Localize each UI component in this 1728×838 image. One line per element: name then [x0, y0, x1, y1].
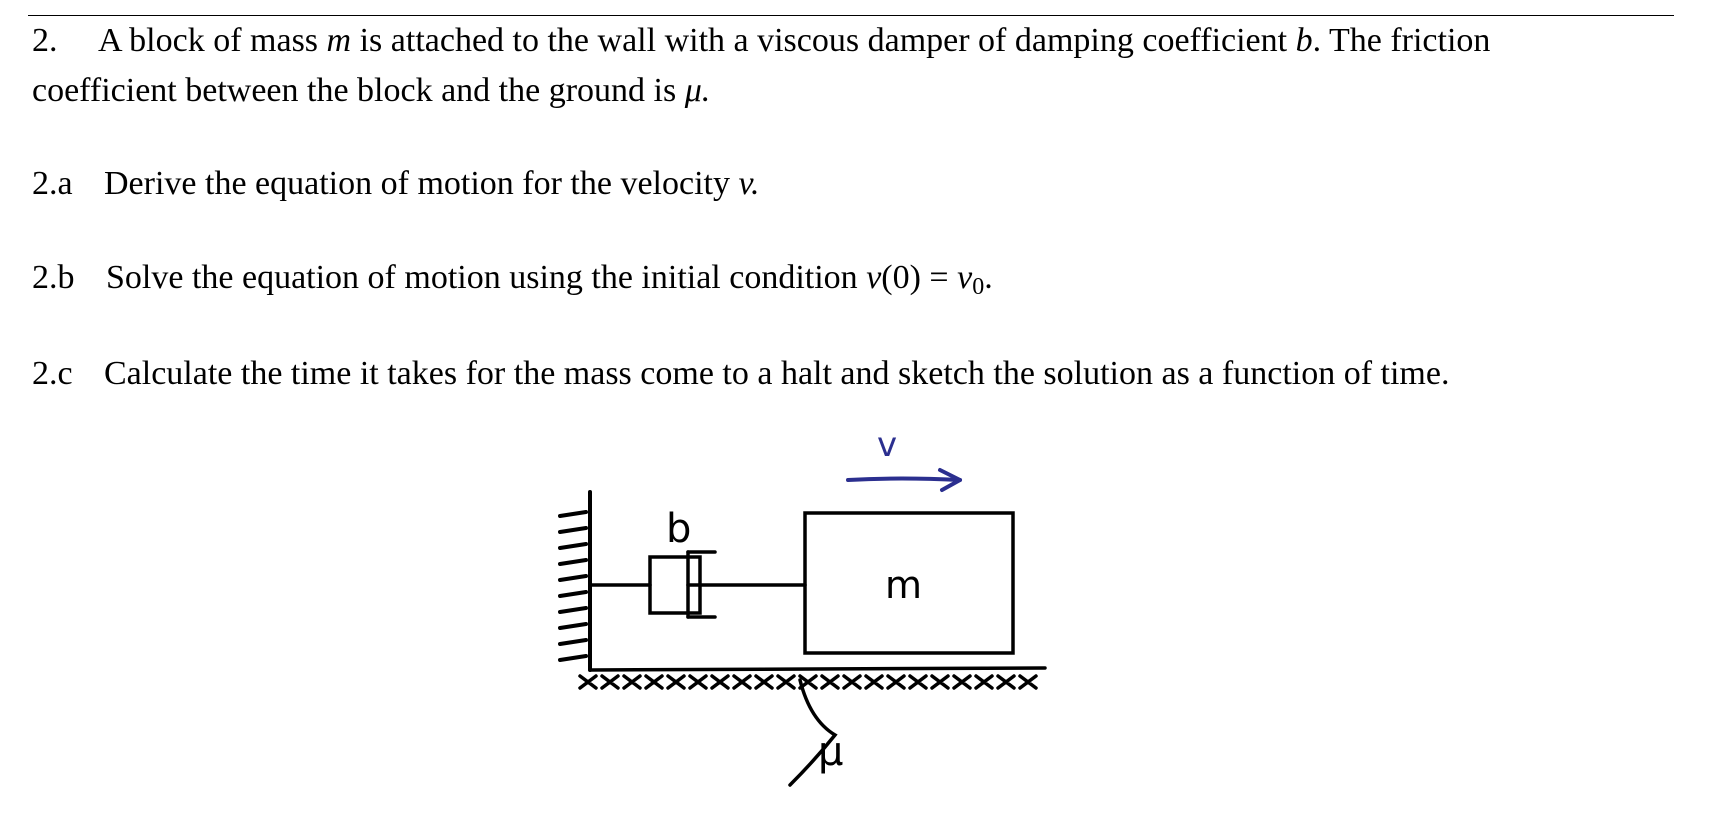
part-label: 2.a: [32, 165, 73, 202]
part-text-end: .: [984, 259, 993, 296]
problem-number: 2.: [32, 22, 58, 59]
var-v0: v: [957, 259, 973, 296]
part-text: Derive the equation of motion for the velocity: [104, 165, 739, 202]
problem-text-2: is attached to the wall with a viscous damper of damping coefficient: [351, 22, 1296, 59]
part-2c: [32, 354, 1449, 394]
problem-text-4: coefficient between the block and the ground is: [32, 72, 685, 109]
problem-lead: [32, 16, 1490, 66]
velocity-label: v: [877, 425, 898, 465]
mass-damper-figure: [540, 420, 1060, 810]
part-text: Calculate the time it takes for the mass come to a halt and sketch the solution as a function of time.: [104, 355, 1450, 392]
var-m: m: [326, 22, 352, 59]
friction-label: μ: [818, 729, 844, 775]
part-text: Solve the equation of motion using the initial condition: [106, 259, 867, 296]
part-2b: [32, 258, 993, 301]
part-text-mid: (0) =: [881, 259, 958, 296]
var-mu: μ.: [684, 72, 711, 109]
part-label: 2.c: [32, 355, 73, 392]
damper: [590, 552, 805, 617]
problem-text-3: . The friction: [1312, 22, 1491, 59]
figure-svg: [540, 420, 1060, 810]
part-label: 2.b: [32, 259, 75, 296]
ground: [580, 668, 1045, 688]
problem-statement: [32, 16, 1672, 116]
problem-line-1: [32, 16, 1672, 66]
part-2a: [32, 164, 760, 204]
problem-text-1: A block of mass: [98, 22, 327, 59]
problem-line-2: [32, 66, 1672, 116]
var-v: v.: [738, 165, 760, 202]
damper-label: b: [666, 506, 692, 552]
var-b: b: [1295, 22, 1313, 59]
wall: [560, 492, 590, 670]
mass-label: m: [885, 563, 923, 607]
subscript-zero: 0: [972, 274, 985, 300]
velocity-arrow: [848, 470, 960, 490]
var-v: v: [866, 259, 882, 296]
